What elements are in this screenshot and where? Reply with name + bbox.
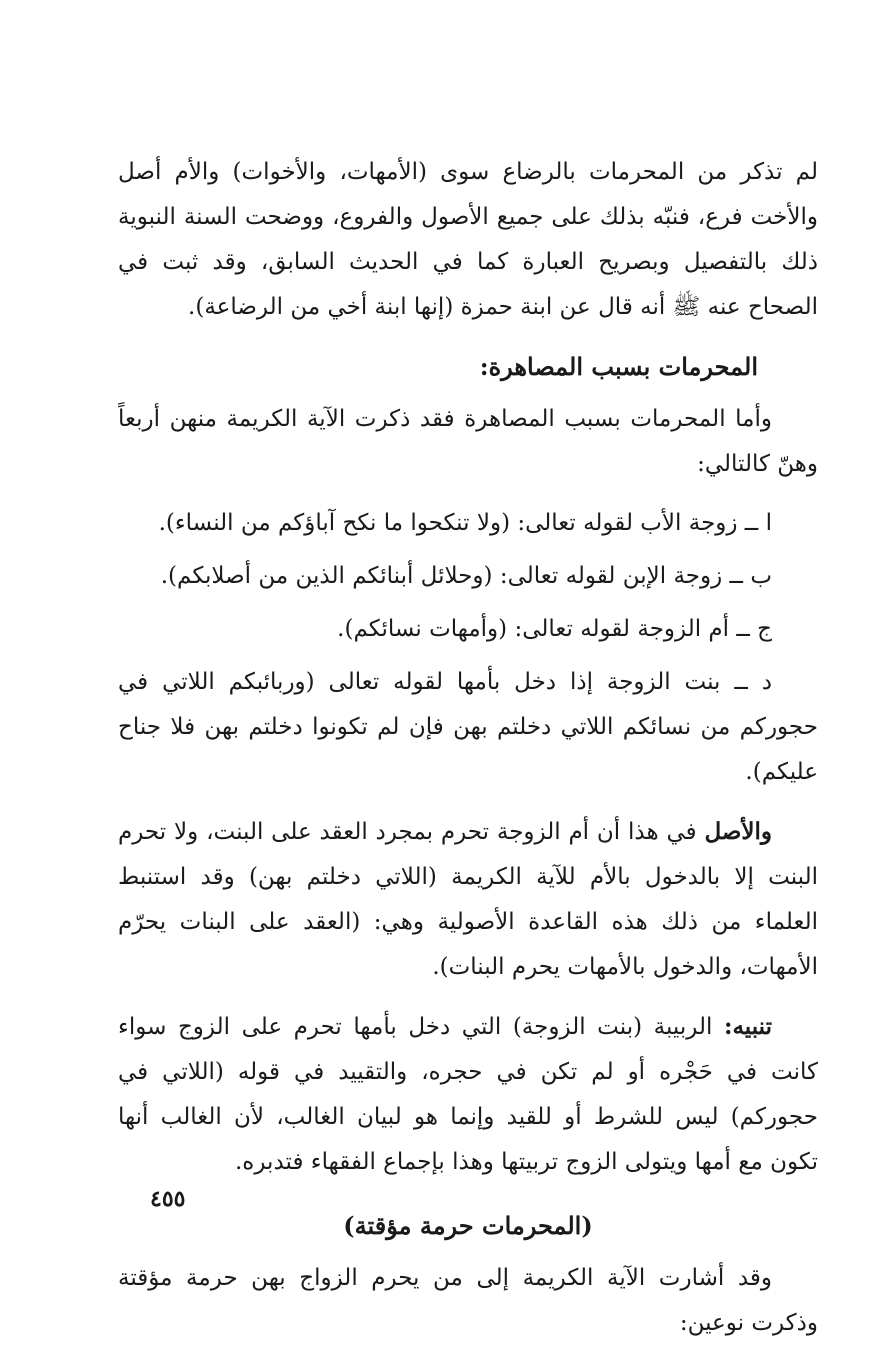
list-item: د ــ بنت الزوجة إذا دخل بأمها لقوله تعالى (وربائبكم اللاتي في حجوركم من نسائكم اللاتي دخلتم بهن فإن لم تكونوا دخلتم بهن فلا جناح عليكم).: [118, 669, 818, 785]
note-text: الربيبة (بنت الزوجة) التي دخل بأمها تحرم على الزوج سواء كانت في حَجْره أو لم تكن في حجره، والتقييد في قوله (اللاتي في حجوركم) ليس للشرط أو للقيد وإنما هو لبيان الغالب، لأن الغالب أنها تكون مع أمها ويتولى الزوج تربيتها وهذا بإجماع الفقهاء فتدبره.: [118, 1014, 818, 1175]
page-number: ٤٥٥: [150, 1186, 186, 1212]
list-item: ج ــ أم الزوجة لقوله تعالى: (وأمهات نسائكم).: [337, 616, 772, 642]
principle-text: في هذا أن أم الزوجة تحرم بمجرد العقد على البنت، ولا تحرم البنت إلا بالدخول بالأم للآية الكريمة (اللاتي دخلتم بهن) وقد استنبط العلماء من ذلك هذه القاعدة الأصولية وهي: (العقد على البنات يحرّم الأمهات، والدخول بالأمهات يحرم البنات).: [118, 819, 818, 980]
paragraph-marriage-intro: وأما المحرمات بسبب المصاهرة فقد ذكرت الآية الكريمة منهن أربعاً وهنّ كالتالي:: [118, 406, 818, 477]
heading-marriage-relations: المحرمات بسبب المصاهرة:: [479, 352, 758, 381]
heading-temporary-prohibitions: (المحرمات حرمة مؤقتة): [343, 1211, 593, 1240]
page-body: [118, 150, 818, 1346]
list-item: ب ــ زوجة الإبن لقوله تعالى: (وحلائل أبنائكم الذين من أصلابكم).: [160, 563, 772, 589]
paragraph-principle: [118, 809, 818, 990]
paragraph-milk-relations: لم تذكر من المحرمات بالرضاع سوى (الأمهات، والأخوات) والأم أصل والأخت فرع، فنبّه بذلك على جميع الأصول والفروع، ووضحت السنة النبوية ذلك بالتفصيل وبصريح العبارة كما في الحديث السابق، وقد ثبت في الصحاح عنه ﷺ أنه قال عن ابنة حمزة (إنها ابنة أخي من الرضاعة).: [118, 159, 818, 320]
list-marriage-prohibitions: [118, 501, 818, 795]
paragraph-temporary-intro: وقد أشارت الآية الكريمة إلى من يحرم الزواج بهن حرمة مؤقتة وذكرت نوعين:: [118, 1265, 818, 1336]
list-item: ا ــ زوجة الأب لقوله تعالى: (ولا تنكحوا ما نكح آباؤكم من النساء).: [158, 510, 772, 536]
paragraph-note: [118, 1004, 818, 1185]
note-lead-word: تنبيه:: [723, 1013, 772, 1040]
principle-lead-word: والأصل: [704, 818, 772, 845]
